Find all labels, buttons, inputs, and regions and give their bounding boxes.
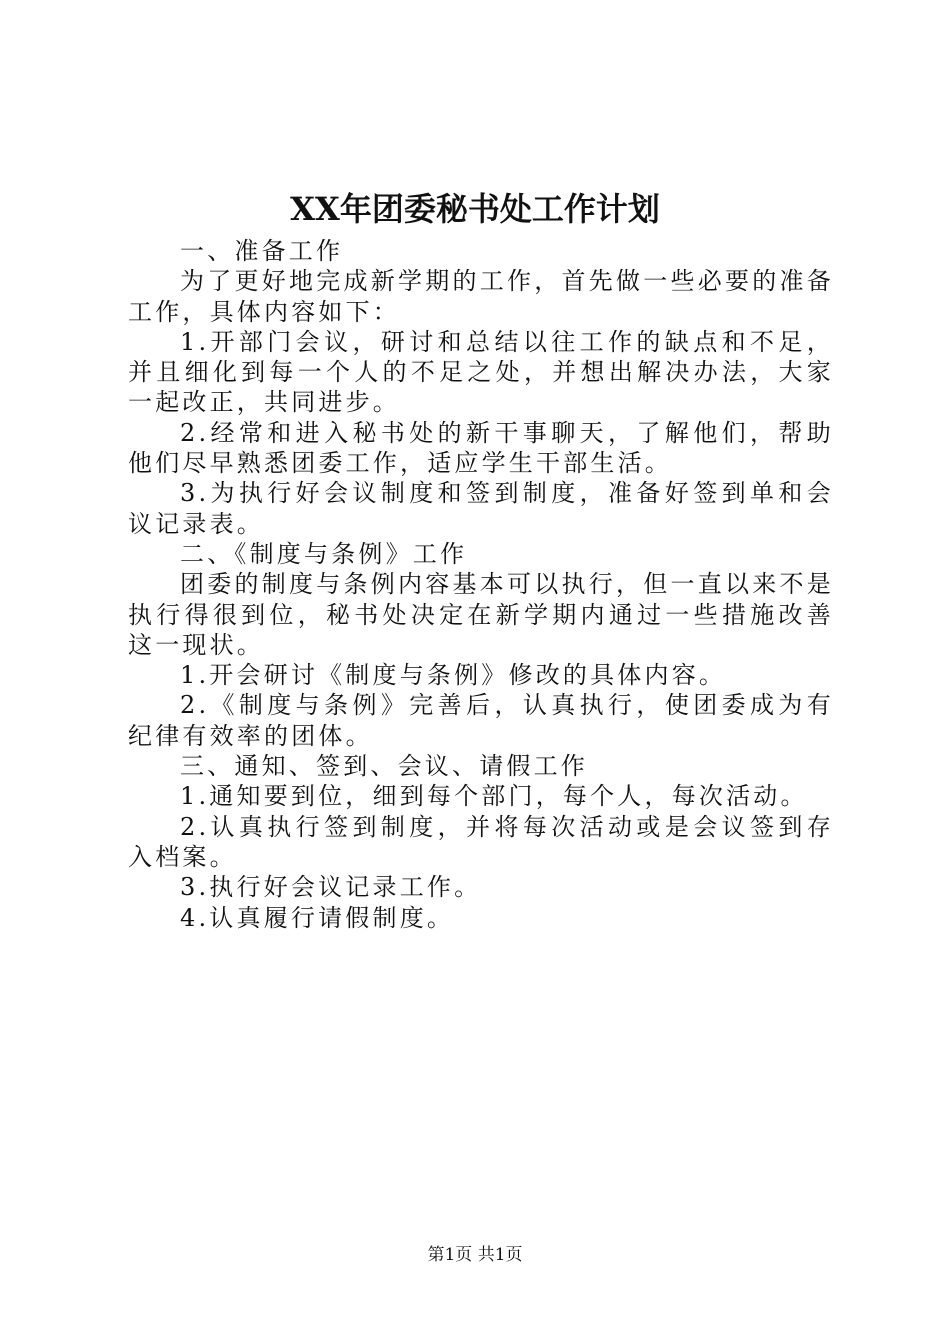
paragraph: 团委的制度与条例内容基本可以执行，但一直以来不是执行得很到位，秘书处决定在新学期内通过一些措施改善这一现状。: [128, 570, 834, 659]
list-item: 2.认真执行签到制度，并将每次活动或是会议签到存入档案。: [128, 812, 834, 871]
section-heading-2: 二、《制度与条例》工作: [180, 539, 468, 568]
section-heading-1: 一、准备工作: [180, 237, 344, 265]
list-item: 1.开会研讨《制度与条例》修改的具体内容。: [180, 661, 727, 690]
paragraph: 为了更好地完成新学期的工作，首先做一些必要的准备工作，具体内容如下：: [128, 267, 834, 326]
list-item: 4.认真履行请假制度。: [180, 903, 455, 932]
section-heading-3: 三、通知、签到、会议、请假工作: [180, 752, 588, 781]
document-body: [128, 236, 834, 933]
list-item: 2.《制度与条例》完善后，认真执行，使团委成为有纪律有效率的团体。: [128, 691, 834, 750]
list-item: 1.开部门会议，研讨和总结以往工作的缺点和不足，并且细化到每一个人的不足之处，并想出解决办法，大家一起改正，共同进步。: [128, 327, 834, 417]
list-item: 3.执行好会议记录工作。: [180, 873, 482, 902]
list-item: 3.为执行好会议制度和签到制度，准备好签到单和会议记录表。: [128, 479, 834, 538]
document-title: XX年团委秘书处工作计划: [290, 190, 660, 228]
list-item: 2.经常和进入秘书处的新干事聊天，了解他们，帮助他们尽早熟悉团委工作，适应学生干部生活。: [128, 418, 834, 478]
list-item: 1.通知要到位，细到每个部门，每个人，每次活动。: [180, 782, 808, 811]
page-footer: 第1页 共1页: [427, 1245, 523, 1265]
